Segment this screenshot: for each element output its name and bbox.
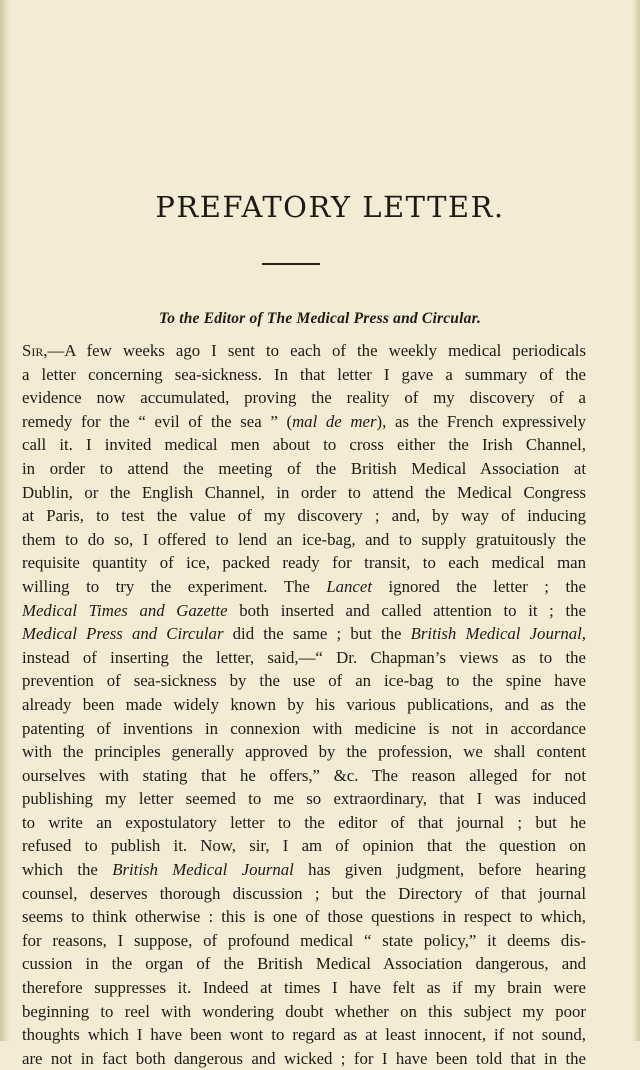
text-run: instead of inserting the letter, said,—“ Dr. Chapman’s views as to the [22, 647, 586, 667]
italic-title: British Medical Journal [112, 860, 294, 880]
text-run: evidence now accumulated, proving the reality of my discovery of a [22, 388, 586, 408]
text-run: with the principles generally approved by the profession, we shall content [22, 742, 586, 762]
text-line [22, 433, 586, 457]
text-run: Dublin, or the English Channel, in order to attend the Medical Congress [22, 482, 586, 502]
text-line [22, 528, 586, 552]
text-line [22, 575, 586, 599]
text-line [22, 1023, 586, 1047]
italic-title: Lancet [326, 576, 372, 596]
italic-title: Medical Times and Gazette [22, 600, 228, 620]
text-run: to write an expostulatory letter to the editor of that journal ; but he [22, 812, 586, 832]
text-run: beginning to reel with wondering doubt whether on this subject my poor [22, 1001, 586, 1021]
text-line [22, 457, 586, 481]
text-line [22, 717, 586, 741]
text-line [22, 882, 586, 906]
text-line [22, 481, 586, 505]
text-run: did the same ; but the [223, 624, 411, 644]
text-run: —A few weeks ago I sent to each of the weekly medical periodicals [47, 341, 586, 360]
text-line [22, 740, 586, 764]
text-run: patenting of inventions in connexion with medicine is not in accordance [22, 718, 586, 738]
text-run: are not in fact both dangerous and wicked ; for I have been told that in the [22, 1048, 586, 1068]
text-line [22, 599, 586, 623]
text-line [22, 504, 586, 528]
salutation: Sir, [22, 341, 48, 360]
page-binding-shadow [0, 0, 10, 1041]
text-run: willing to try the experiment. The [22, 576, 327, 596]
italic-title: Medical Press and Circular [22, 624, 224, 644]
text-run: requisite quantity of ice, packed ready for transit, to each medical man [22, 553, 586, 573]
text-line [22, 622, 586, 646]
title-divider [262, 263, 320, 265]
text-run: thoughts which I have been wont to regard as at least innocent, if not sound, [22, 1025, 586, 1045]
italic-title: British Medical Journal, [410, 624, 587, 644]
page-edge-shadow [632, 0, 640, 1041]
text-run: ), as the French expressively [376, 411, 586, 431]
text-line [22, 363, 586, 387]
text-line [22, 811, 586, 835]
text-run: for reasons, I suppose, of profound medical “ state policy,” it deems dis- [22, 930, 586, 950]
text-run: a letter concerning sea-sickness. In that letter I gave a summary of the [22, 364, 586, 384]
text-line [22, 905, 586, 929]
text-run: call it. I invited medical men about to cross either the Irish Channel, [22, 435, 586, 455]
text-run: therefore suppresses it. Indeed at times I have felt as if my brain were [22, 978, 586, 998]
text-run: remedy for the “ evil of the sea ” ( [22, 411, 293, 431]
text-run: cussion in the organ of the British Medical Association dangerous, and [22, 954, 586, 974]
text-line [22, 669, 586, 693]
text-run: them to do so, I offered to lend an ice-bag, and to supply gratuitously the [22, 529, 586, 549]
text-run: seems to think otherwise : this is one of those questions in respect to which, [22, 907, 586, 927]
text-line [22, 339, 586, 363]
text-run: refused to publish it. Now, sir, I am of opinion that the question on [22, 836, 586, 856]
text-line [22, 764, 586, 788]
text-line [22, 410, 586, 434]
text-run: counsel, deserves thorough discussion ; but the Directory of that journal [22, 883, 586, 903]
text-line [22, 646, 586, 670]
text-line [22, 1047, 586, 1070]
text-run: in order to attend the meeting of the British Medical Association at [22, 458, 586, 478]
text-line [22, 858, 586, 882]
letter-body [22, 339, 586, 1070]
text-run: both inserted and called attention to it ; the [227, 600, 586, 620]
text-line [22, 952, 586, 976]
text-line [22, 1000, 586, 1024]
text-line [22, 976, 586, 1000]
page-title: PREFATORY LETTER. [155, 190, 505, 224]
text-line [22, 929, 586, 953]
text-run: ignored the letter ; the [372, 576, 586, 596]
text-line [22, 693, 586, 717]
text-run: ourselves with stating that he offers,” &c. The reason alleged for not [22, 765, 586, 785]
text-run: has given judgment, before hearing [293, 860, 587, 880]
text-run: prevention of sea-sickness by the use of an ice-bag to the spine have [22, 671, 586, 691]
text-run: already been made widely known by his various publications, and as the [22, 694, 586, 714]
text-line [22, 787, 586, 811]
text-run: which the [22, 860, 113, 880]
text-line [22, 386, 586, 410]
italic-title: mal de mer [292, 411, 377, 431]
dedication-line: To the Editor of The Medical Press and Circular. [158, 310, 482, 327]
text-run: at Paris, to test the value of my discovery ; and, by way of inducing [22, 506, 586, 526]
text-line [22, 551, 586, 575]
text-run: publishing my letter seemed to me so extraordinary, that I was induced [22, 789, 586, 809]
text-line [22, 834, 586, 858]
